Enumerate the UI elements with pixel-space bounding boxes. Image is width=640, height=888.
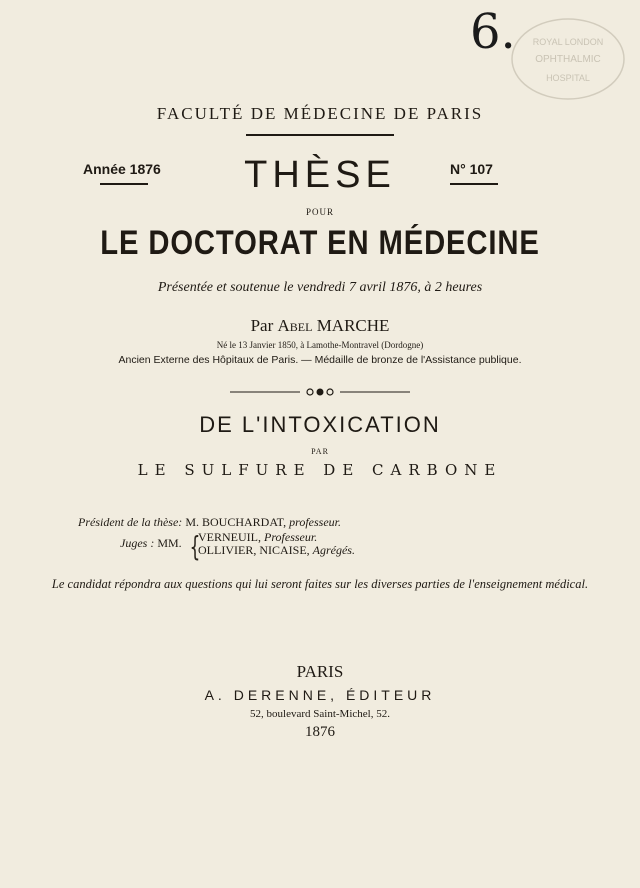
ornament-divider bbox=[230, 386, 410, 398]
thesis-title: DE L'INTOXICATION bbox=[199, 412, 441, 437]
numero-rule bbox=[450, 183, 498, 185]
president-line bbox=[78, 515, 341, 530]
juges-label: Juges : bbox=[120, 536, 155, 550]
thesis-subtitle: LE SULFURE DE CARBONE bbox=[137, 461, 503, 479]
author-credentials: Ancien Externe des Hôpitaux de Paris. — Médaille de bronze de l'Assistance publique. bbox=[118, 354, 522, 366]
juge-2-role: Agrégés. bbox=[312, 543, 355, 557]
juges-mm: MM. bbox=[157, 536, 182, 550]
juge-1-name: VERNEUIL, bbox=[198, 530, 261, 544]
candidate-note: Le candidat répondra aux questions qui lui seront faites sur les diverses parties de l'enseignement médical. bbox=[51, 577, 589, 591]
thesis-number: N° 107 bbox=[450, 161, 493, 177]
stamp-line-3: HOSPITAL bbox=[546, 73, 590, 83]
library-stamp bbox=[508, 14, 628, 104]
juge-1-role: Professeur. bbox=[264, 530, 318, 544]
juges-brace: { bbox=[189, 530, 201, 563]
faculty-rule bbox=[246, 134, 394, 136]
author-line bbox=[0, 316, 640, 336]
president-name: M. BOUCHARDAT, bbox=[185, 515, 287, 529]
par-prefix: Par bbox=[250, 316, 274, 335]
juge-2-name: OLLIVIER, NICAISE, bbox=[198, 543, 310, 557]
publisher-city: PARIS bbox=[296, 662, 344, 681]
pour-label: POUR bbox=[305, 207, 334, 217]
publisher-name: A. DERENNE, ÉDITEUR bbox=[204, 687, 436, 703]
publisher-address: 52, boulevard Saint-Michel, 52. bbox=[250, 708, 390, 720]
publication-year: 1876 bbox=[305, 724, 335, 740]
birth-info: Né le 13 Janvier 1850, à Lamothe-Montravel (Dordogne) bbox=[216, 340, 424, 350]
faculty-heading: FACULTÉ DE MÉDECINE DE PARIS bbox=[156, 104, 484, 123]
president-role: professeur. bbox=[289, 515, 341, 529]
presentation-date: Présentée et soutenue le vendredi 7 avril 1876, à 2 heures bbox=[157, 280, 483, 295]
stamp-line-1: ROYAL LONDON bbox=[532, 37, 604, 47]
juges-label-line bbox=[120, 536, 182, 551]
president-label: Président de la thèse: bbox=[78, 515, 183, 529]
these-heading: THÈSE bbox=[244, 154, 396, 196]
handwritten-number: 6. bbox=[470, 4, 516, 60]
par-label: PAR bbox=[311, 447, 329, 456]
stamp-line-2: OPHTHALMIC bbox=[535, 54, 601, 65]
doctorat-heading: LE DOCTORAT EN MÉDECINE bbox=[100, 224, 540, 262]
author-first-name: Abel bbox=[277, 316, 313, 335]
annee: Année 1876 bbox=[83, 161, 161, 177]
author-last-name: MARCHE bbox=[316, 316, 390, 335]
juge-line-2 bbox=[198, 543, 355, 558]
